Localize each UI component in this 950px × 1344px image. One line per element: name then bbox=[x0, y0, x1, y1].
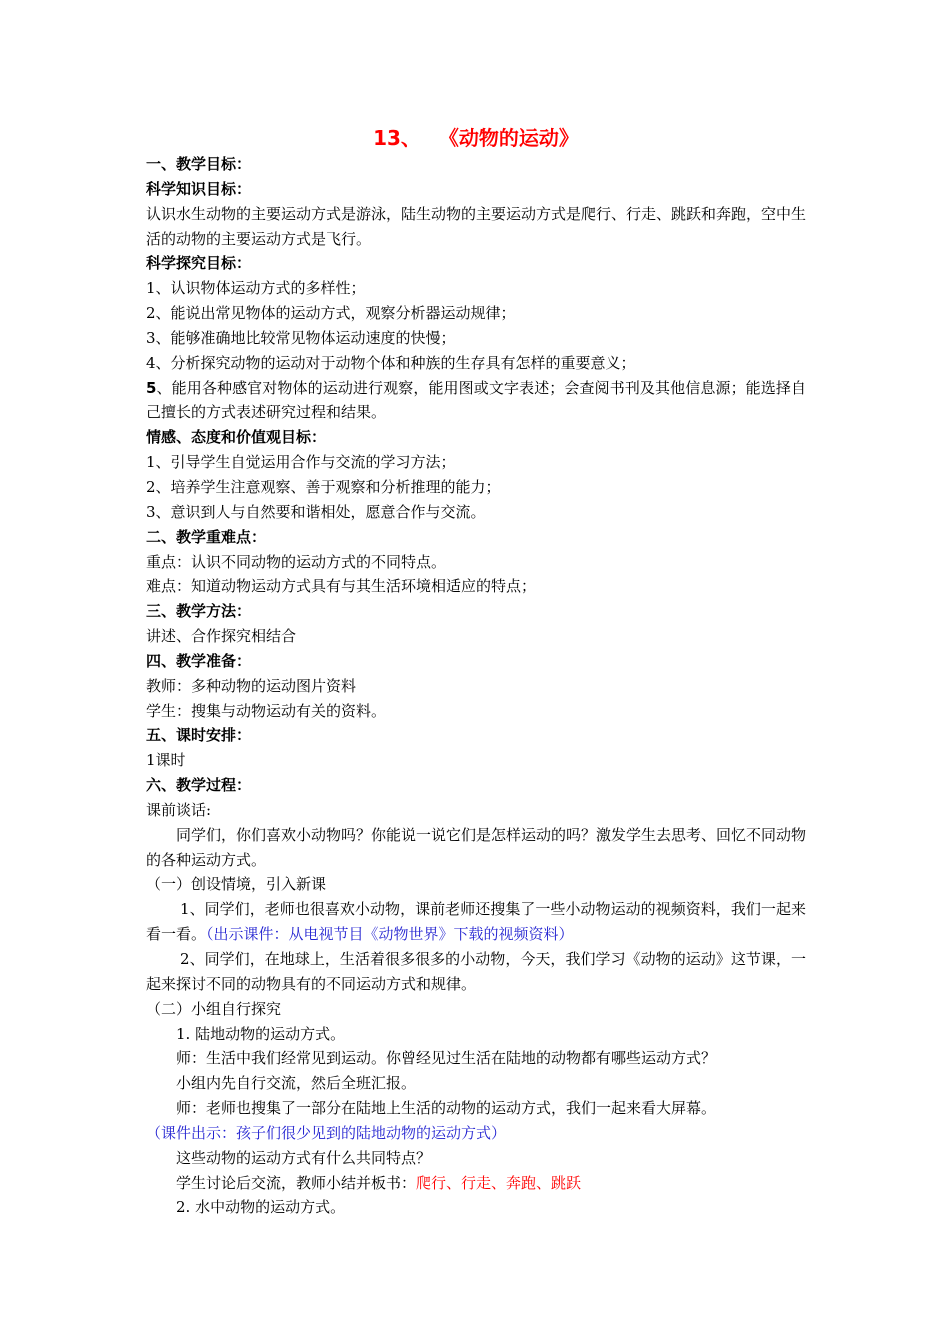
goals-heading: 一、教学目标： bbox=[146, 155, 252, 173]
prep-student: 学生：搜集与动物运动有关的资料。 bbox=[146, 701, 387, 720]
attitude-heading: 情感、态度和价值观目标： bbox=[146, 428, 327, 447]
schedule-heading: 五、课时安排： bbox=[146, 726, 252, 745]
part2-question-2: 师：老师也搜集了一部分在陆地上生活的动物的运动方式，我们一起来看大屏幕。 bbox=[176, 1099, 717, 1118]
key-point: 重点：认识不同动物的运动方式的不同特点。 bbox=[146, 552, 447, 571]
inquiry-item-5 bbox=[146, 376, 806, 426]
inquiry-heading: 科学探究目标： bbox=[146, 254, 252, 273]
attitude-item-2: 2、培养学生注意观察、善于观察和分析推理的能力； bbox=[146, 477, 501, 496]
knowledge-text: 认识水生动物的主要运动方式是游泳，陆生动物的主要运动方式是爬行、行走、跳跃和奔跑，空中生活的动物的主要运动方式是飞行。 bbox=[146, 204, 807, 248]
part2-question-1b: 小组内先自行交流，然后全班汇报。 bbox=[176, 1074, 417, 1093]
part2-summary-prefix: 学生讨论后交流，教师小结并板书： bbox=[176, 1173, 417, 1192]
part1-item-1-text: 1、同学们，老师也很喜欢小动物，课前老师还搜集了一些小动物运动的视频资料，我们一起来看一看。 bbox=[146, 900, 806, 944]
attitude-item-3: 3、意识到人与自然要和谐相处，愿意合作与交流。 bbox=[146, 502, 486, 521]
inquiry-item-1: 1、认识物体运动方式的多样性； bbox=[146, 279, 366, 298]
pre-talk-label: 课前谈话: bbox=[146, 800, 212, 819]
part2-item-1: 1. 陆地动物的运动方式。 bbox=[176, 1024, 346, 1043]
part2-question-3: 这些动物的运动方式有什么共同特点？ bbox=[176, 1148, 432, 1167]
part1-item-2: 2、同学们，在地球上，生活着很多很多的小动物，今天，我们学习《动物的运动》这节课，一起来探讨不同的动物具有的不同运动方式和规律。 bbox=[146, 950, 806, 993]
part2-heading: （二）小组自行探究 bbox=[146, 999, 282, 1018]
part1-item-1-note: （出示课件：从电视节目《动物世界》下载的视频资料） bbox=[206, 925, 574, 944]
part2-item-2: 2. 水中动物的运动方式。 bbox=[176, 1198, 346, 1217]
process-heading: 六、教学过程： bbox=[146, 776, 252, 795]
part1-heading: （一）创设情境，引入新课 bbox=[146, 875, 327, 894]
inquiry-item-3: 3、能够准确地比较常见物体运动速度的快慢； bbox=[146, 328, 456, 347]
schedule-text: 1课时 bbox=[146, 751, 186, 770]
method-heading: 三、教学方法： bbox=[146, 602, 252, 621]
inquiry-item-5-text: 、能用各种感官对物体的运动进行观察，能用图或文字表述；会查阅书刊及其他信息源；能选择自己擅长的方式表述研究过程和结果。 bbox=[146, 378, 806, 422]
part2-question-1: 师：生活中我们经常见到运动。你曾经见过生活在陆地的动物都有哪些运动方式？ bbox=[176, 1049, 717, 1068]
part1-item-1 bbox=[146, 897, 806, 947]
document-title bbox=[146, 126, 806, 152]
part2-summary bbox=[146, 1171, 806, 1196]
pre-talk-text: 同学们，你们喜欢小动物吗？你能说一说它们是怎样运动的吗？激发学生去思考、回忆不同动物的各种运动方式。 bbox=[146, 825, 807, 869]
difficult-point: 难点：知道动物运动方式具有与其生活环境相适应的特点； bbox=[146, 577, 537, 596]
document-page bbox=[146, 126, 806, 1220]
method-text: 讲述、合作探究相结合 bbox=[146, 627, 297, 646]
part2-summary-highlight: 爬行、行走、奔跑、跳跃 bbox=[416, 1173, 582, 1192]
prep-teacher: 教师：多种动物的运动图片资料 bbox=[146, 676, 357, 695]
inquiry-item-2: 2、能说出常见物体的运动方式，观察分析器运动规律； bbox=[146, 304, 516, 323]
inquiry-item-5-number: 5 bbox=[146, 378, 157, 397]
part2-note: （课件出示：孩子们很少见到的陆地动物的运动方式） bbox=[146, 1123, 507, 1142]
difficulty-heading: 二、教学重难点： bbox=[146, 527, 267, 546]
inquiry-item-4: 4、分析探究动物的运动对于动物个体和种族的生存具有怎样的重要意义； bbox=[146, 353, 636, 372]
knowledge-heading: 科学知识目标： bbox=[146, 179, 252, 198]
prep-heading: 四、教学准备： bbox=[146, 651, 252, 670]
attitude-item-1: 1、引导学生自觉运用合作与交流的学习方法； bbox=[146, 453, 456, 472]
title-name: 《动物的运动》 bbox=[448, 126, 579, 150]
title-number: 13、 bbox=[373, 126, 421, 150]
